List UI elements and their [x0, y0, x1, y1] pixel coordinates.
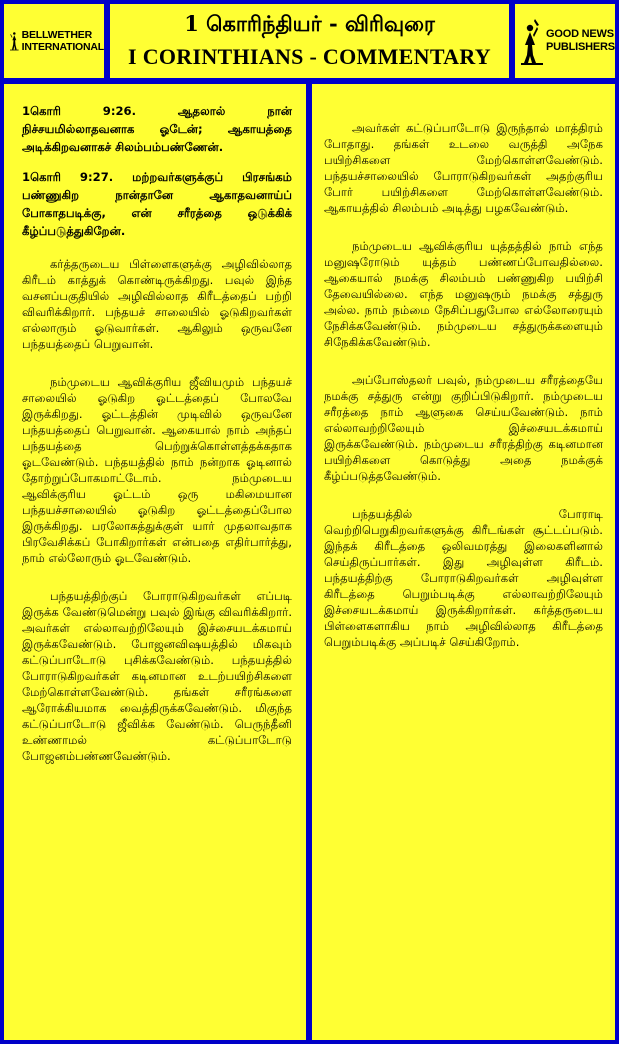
- verse-9-26: 1கொரி 9:26. ஆதலால் நான் நிச்சயமில்லாதவனாக ஓடேன்; ஆகாயத்தை அடிக்கிறவனாகச் சிலம்பம்பண்ணேன்.: [22, 104, 292, 154]
- left-column: [4, 84, 306, 1040]
- verse-9-27: 1கொரி 9:27. மற்றவர்களுக்குப் பிரசங்கம் பண்ணுகிற நான்தானே ஆகாதவனாய்ப் போகாதபடிக்கு, என் சரீரத்தை ஒடுக்கிக் கீழ்ப்படுத்துகிறேன்.: [22, 170, 292, 238]
- lamp-figure-icon: [521, 17, 543, 65]
- gnp-logo-line2: PUBLISHERS: [546, 41, 615, 53]
- paragraph: அவர்கள் கட்டுப்பாடோடு இருந்தால் மாத்திரம் போதாது. தங்கள் உடலை வருத்தி அநேக பயிற்சிகளை மேற்கொள்ளவேண்டும். பந்தயச்சாலையில் போராடுகிறவர்கள் அதற்குரிய போர் பயிற்சிகளை மேற்கொள்ளவேண்டும். ஆகாயத்தில் சிலம்பம் அடித்து பழகவேண்டும்.: [324, 121, 603, 215]
- paragraph: நம்முடைய ஆவிக்குரிய யுத்தத்தில் நாம் எந்த மனுஷரோடும் யுத்தம் பண்ணப்போவதில்லை. ஆகையால் நமக்கு சிலம்பம் பண்ணுகிற பயிற்சி தேவையில்லை. எந்த மனுஷரும் நமக்கு சத்துரு அல்ல. நாம் நம்மை நேசிப்பதுபோல எல்லோரையும் நேசிக்கவேண்டும். நம்முடைய சத்துருக்களையும் சிநேகிக்கவேண்டும்.: [324, 239, 603, 349]
- title-tamil: 1 கொரிந்தியர் - விரிவுரை: [184, 11, 435, 36]
- good-news-publishers-logo: [515, 4, 615, 78]
- bellwether-logo-line1: BELLWETHER: [21, 29, 92, 41]
- paragraph: நம்முடைய ஆவிக்குரிய ஜீவியமும் பந்தயச் சாலையில் ஓடுகிற ஓட்டத்தைப் போலவே இருக்கிறது. ஓட்டத்தின் முடிவில் ஒருவனே பந்தயத்தைப் பெறுவான். ஆகையால் நாம் அந்தப் பந்தயத்தை பெற்றுக்கொள்ளத்தக்கதாக ஓடவேண்டும். பந்தயத்தில் நாம் நன்றாக ஓடினால் தோற்றுப்போகமாட்டோம். நம்முடைய ஆவிக்குரிய ஓட்டம் ஒரு மகிமையான பந்தயச்சாலையில் ஓடுகிற ஓட்டத்தைப்போல இருக்கிறது. பரலோகத்துக்குள் யார் முதலாவதாக பிரவேசிக்கப் போகிறார்கள் என்பதை எதிர்பார்த்து, நாம் எல்லோரும் ஓடவேண்டும்.: [22, 375, 292, 565]
- paragraph: பந்தயத்திற்குப் போராடுகிறவர்கள் எப்படி இருக்க வேண்டுமென்று பவுல் இங்கு விவரிக்கிறார். அவர்கள் எல்லாவற்றிலேயும் இச்சையடக்கமாய் இருக்கவேண்டும். போஜனவிஷயத்தில் மிகவும் கட்டுப்பாடோடு புசிக்கவேண்டும். பந்தயத்தில் போராடுகிறவர்கள் கடினமான உடற்பயிற்சிகளை மேற்கொள்ளவேண்டும். தங்கள் சரீரங்களை ஆரோக்கியமாக வைத்திருக்கவேண்டும். மிகுந்த கட்டுப்பாடோடு ஜீவிக்க வேண்டும். பெருந்தீனி உண்ணாமல் கட்டுப்பாடோடு போஜனம்பண்ணவேண்டும்.: [22, 589, 292, 763]
- bellwether-logo: [4, 4, 104, 78]
- bellwether-logo-line2: INTERNATIONAL: [21, 41, 104, 53]
- page-header: [110, 4, 509, 78]
- right-column: [312, 84, 615, 1040]
- paragraph: அப்போஸ்தலர் பவுல், நம்முடைய சரீரத்தையே நமக்கு சத்துரு என்று குறிப்பிடுகிறார். நம்முடைய சரீரத்தை நாம் ஆளுகை செய்யவேண்டும். நாம் எல்லாவற்றிலேயும் இச்சையடக்கமாய் இருக்கவேண்டும். நம்முடைய சரீரத்திற்கு கடினமான பயிற்சிகளை கொடுத்து அதை நமக்குக் கீழ்ப்படுத்தவேண்டும்.: [324, 373, 603, 483]
- title-english: I CORINTHIANS - COMMENTARY: [128, 44, 491, 69]
- bellwether-figure-icon: [10, 17, 19, 65]
- gnp-logo-line1: GOOD NEWS: [546, 28, 614, 40]
- paragraph: பந்தயத்தில் போராடி வெற்றிபெறுகிறவர்களுக்கு கிரீடங்கள் சூட்டப்படும். இந்தக் கிரீடத்தை ஒலிவமரத்து இலைகளினால் செய்திருப்பார்கள். இது அழிவுள்ள கிரீடம். பந்தயத்திற்கு போராடுகிறவர்கள் அழிவுள்ள கிரீடத்தை பெறும்படிக்கு எல்லாவற்றிலேயும் இச்சையடக்கமாய் இருக்கிறார்கள். கர்த்தருடைய பிள்ளைகளாகிய நாம் அழிவில்லாத கிரீடத்தை பெறும்படிக்கு அப்படிச் செய்கிறோம்.: [324, 507, 603, 649]
- paragraph: கர்த்தருடைய பிள்ளைகளுக்கு அழிவில்லாத கிரீடம் காத்துக் கொண்டிருக்கிறது. பவுல் இந்த வசனப்பகுதியில் அழிவில்லாத கிரீடத்தைப் பற்றி விவரிக்கிறார். பந்தயச் சாலையில் ஓடுகிறவர்கள் எல்லாரும் ஓடுவார்கள். ஆகிலும் ஒருவனே பந்தயத்தைப் பெறுவான்.: [22, 257, 292, 351]
